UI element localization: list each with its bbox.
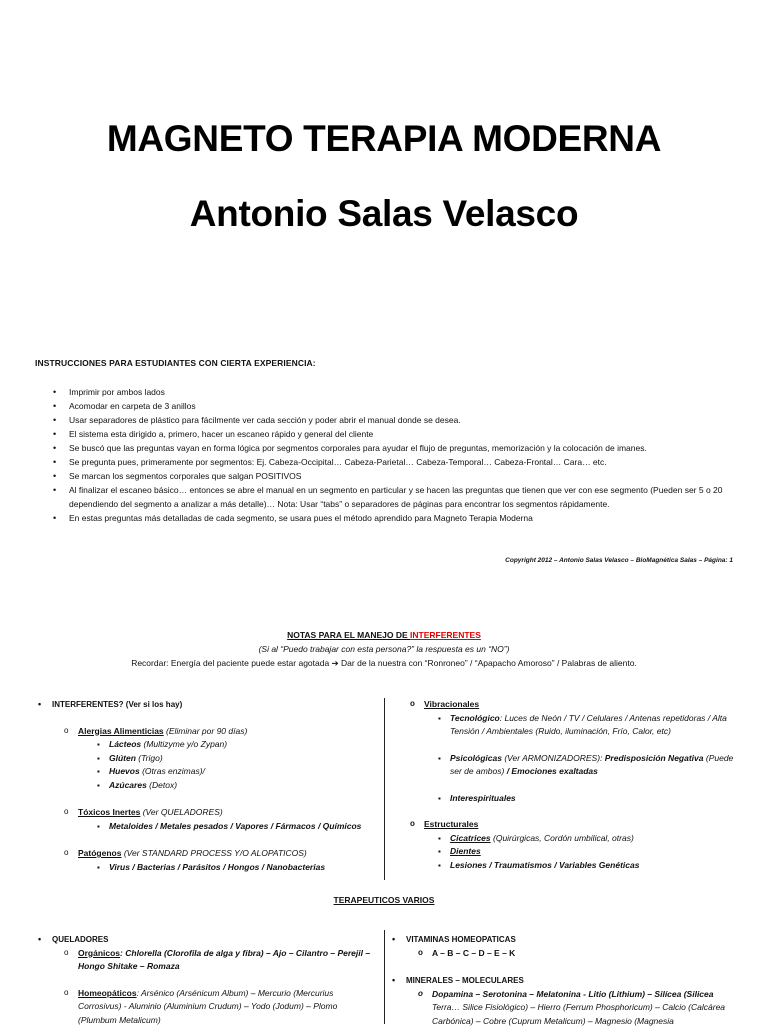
toxicos-note: (Ver QUELADORES): [140, 807, 222, 817]
organicos-item: [78, 947, 398, 961]
tecnologico-text2: Tensión / Ambientales (Ruido, iluminación, Frío, Calor, etc): [450, 725, 768, 739]
instruction-item: • Acomodar en carpeta de 3 anillos: [35, 399, 735, 413]
vitaminas-list: o A – B – C – D – E – K: [432, 947, 768, 961]
instruction-item: • Se buscó que las preguntas vayan en forma lógica por segmentos corporales para ayudar el flujo de preguntas, memorización y la colocación de imanes.: [35, 441, 735, 455]
alergias-label: Alergias Alimenticias: [78, 726, 164, 736]
homeo-line3: (Plumbum Metalicum): [78, 1014, 398, 1028]
alergia-name: Huevos: [109, 766, 140, 776]
author-name: Antonio Salas Velasco: [0, 193, 768, 235]
alergia-note: (Multizyme y/o Zypan): [141, 739, 227, 749]
notas-question: (Si al “Puedo trabajar con esta persona?” la respuesta es un “NO”): [0, 643, 768, 656]
toxicos-label: Tóxicos Inertes: [78, 807, 140, 817]
estructurales-item: o Estructurales: [424, 818, 754, 832]
cicatrices-label: Cicatrices: [450, 833, 491, 843]
patogenos-note: (Ver STANDARD PROCESS Y/O ALOPATICOS): [121, 848, 306, 858]
homeo-line1: : Arsénico (Arsénicum Album) – Mercurio (Mercurius: [137, 988, 334, 998]
emociones-label: / Emociones exaltadas: [507, 766, 598, 776]
psicologicas-item: [450, 752, 768, 766]
left-column: [52, 698, 372, 874]
instructions-list: [35, 385, 735, 525]
minerales-line3: Carbónica) – Cobre (Cuprum Metalicum) – Magnesio (Magnesia: [432, 1015, 768, 1028]
minerales-item: • MINERALES – MOLECULARES: [406, 974, 746, 988]
document-title: MAGNETO TERAPIA MODERNA: [0, 118, 768, 160]
instruction-item: • Usar separadores de plástico para fácilmente ver cada sección y poder abrir el manual donde se desea.: [35, 413, 735, 427]
instruction-item: • Al finalizar el escaneo básico… entonces se abre el manual en un segmento en particular y se hacen las preguntas que tienen que ver con ese segmento (Pueden ser 5 o 20 dependiendo del segmento a analizar a más detalle)… Nota: Usar “tabs” o separadores de páginas para encontrar los segmentos rápidamente.: [35, 483, 735, 511]
predisposicion-note: (Puede: [704, 753, 734, 763]
notas-heading-prefix: NOTAS PARA EL MANEJO DE: [287, 630, 410, 640]
alergia-name: Azúcares: [109, 780, 147, 790]
organicos-line1: : Chlorella (Clorofila de alga y fibra) – Ajo – Cilantro – Perejil –: [120, 948, 370, 958]
vitaminas-item: • VITAMINAS HOMEOPATICAS: [406, 933, 746, 947]
tecnologico-item: [450, 712, 768, 726]
notas-heading: [0, 629, 768, 642]
right-column: [424, 698, 754, 872]
instruction-item: • Se pregunta pues, primeramente por segmentos: Ej. Cabeza-Occipital… Cabeza-Parietal… Cabeza-Temporal… Cabeza-Frontal… Cara… etc.: [35, 455, 735, 469]
homeopaticos-label: Homeopáticos: [78, 988, 137, 998]
organicos-line2: Hongo Shitake – Romaza: [78, 960, 398, 974]
toxicos-sub: ▪ Metaloides / Metales pesados / Vapores / Fármacos / Químicos: [109, 820, 429, 834]
psicologicas-line2: [450, 765, 768, 779]
terapeuticos-heading: TERAPEUTICOS VARIOS: [0, 894, 768, 907]
minerales-line1: o Dopamina – Serotonina – Melatonina - Litio (Lithium) – Silícea (Silicea: [432, 988, 768, 1002]
minerales-line2: Terra… Silice Fisiológico) – Hierro (Ferrum Phosphoricum) – Calcio (Calcárea: [432, 1001, 768, 1015]
instructions-heading: INSTRUCCIONES PARA ESTUDIANTES CON CIERTA EXPERIENCIA:: [35, 358, 316, 368]
alergia-note: (Trigo): [136, 753, 163, 763]
alergia-name: Glúten: [109, 753, 136, 763]
copyright-line: Copyright 2012 – Antonio Salas Velasco – BioMagnética Salas – Página: 1: [505, 557, 733, 564]
psicologicas-label: Psicológicas: [450, 753, 502, 763]
instruction-item: • En estas preguntas más detalladas de cada segmento, se usara pues el método aprendido para Magneto Terapia Moderna: [35, 511, 735, 525]
alergia-gluten: [109, 752, 429, 766]
patogenos-label: Patógenos: [78, 848, 121, 858]
psicologicas-line2a: ser de ambos): [450, 766, 507, 776]
alergias-item: [78, 725, 398, 739]
cicatrices-item: [450, 832, 768, 846]
organicos-label: Orgánicos: [78, 948, 120, 958]
instruction-item: • El sistema esta dirigido a, primero, hacer un escaneo rápido y general del cliente: [35, 427, 735, 441]
alergias-note: (Eliminar por 90 días): [164, 726, 248, 736]
dientes-item: ▪ Dientes: [450, 845, 768, 859]
alergia-huevos: [109, 765, 429, 779]
psicologicas-note: (Ver ARMONIZADORES):: [502, 753, 605, 763]
cicatrices-note: (Quirúrgicas, Cordón umbilical, otras): [491, 833, 634, 843]
notas-heading-red: INTERFERENTES: [410, 630, 481, 640]
tecnologico-text1: : Luces de Neón / TV / Celulares / Antenas repetidoras / Alta: [500, 713, 727, 723]
interespirituales-item: ▪ Interespirituales: [450, 792, 768, 806]
notas-remember: Recordar: Energía del paciente puede estar agotada ➔ Dar de la nuestra con “Ronroneo” / “Apapacho Amoroso” / Palabras de aliento.: [0, 657, 768, 670]
predisposicion-label: Predisposición Negativa: [605, 753, 704, 763]
tecnologico-label: Tecnológico: [450, 713, 500, 723]
patogenos-sub: ▪ Virus / Bacterias / Parásitos / Hongos / Nanobacterias: [109, 861, 429, 875]
patogenos-item: [78, 847, 398, 861]
terapeuticos-left: [52, 933, 372, 1027]
alergia-note: (Otras enzimas)/: [140, 766, 205, 776]
instruction-item: • Se marcan los segmentos corporales que salgan POSITIVOS: [35, 469, 735, 483]
terapeuticos-right: [406, 933, 746, 1028]
queladores-item: • QUELADORES: [52, 933, 372, 947]
alergia-lacteos: [109, 738, 429, 752]
instruction-item: • Imprimir por ambos lados: [35, 385, 735, 399]
alergia-note: (Detox): [147, 780, 177, 790]
vibracionales-item: o Vibracionales: [424, 698, 754, 712]
toxicos-item: [78, 806, 398, 820]
homeo-line2: Corrosivus) - Aluminio (Aluminium Crudum) – Yodo (Jodum) – Plomo: [78, 1000, 398, 1014]
alergia-azucares: [109, 779, 429, 793]
lesiones-item: ▪ Lesiones / Traumatismos / Variables Genéticas: [450, 859, 768, 873]
alergia-name: Lácteos: [109, 739, 141, 749]
homeopaticos-item: [78, 987, 398, 1001]
interferentes-item: • INTERFERENTES? (Ver si los hay): [52, 698, 372, 712]
